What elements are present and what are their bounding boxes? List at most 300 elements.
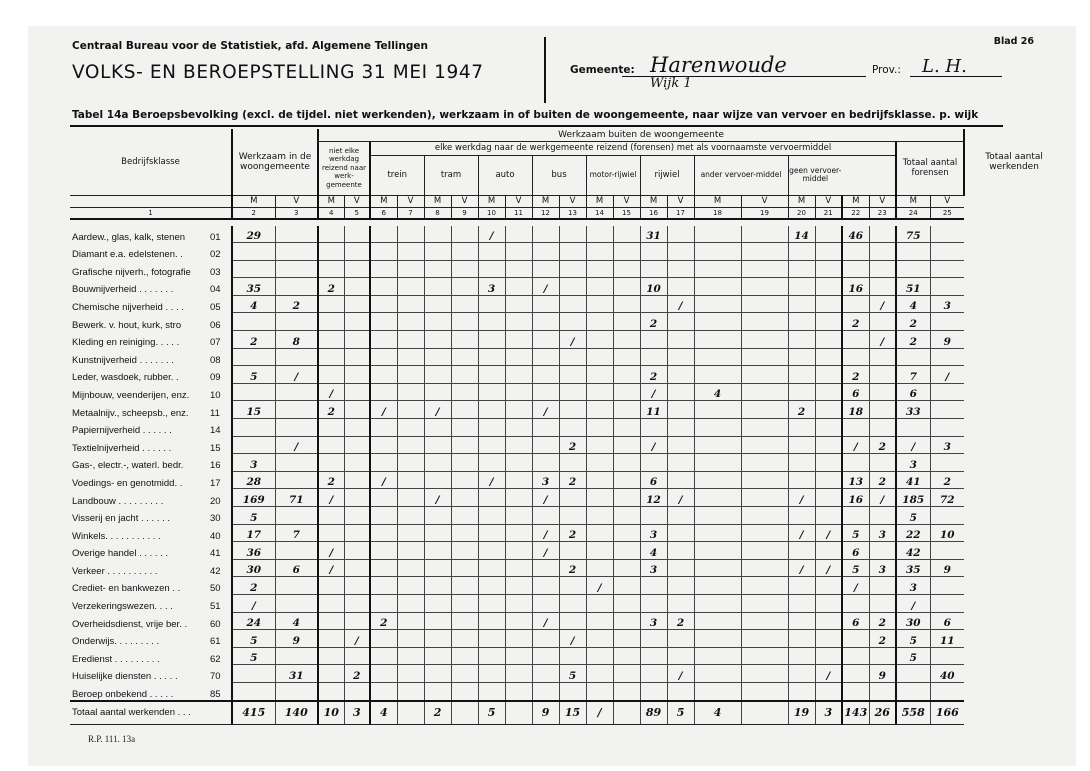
row-label: Verzekeringswezen. . . . <box>72 601 173 613</box>
row-label: Bewerk. v. hout, kurk, stro <box>72 319 182 331</box>
table-cell: / <box>275 366 318 384</box>
table-cell <box>532 226 559 243</box>
table-cell <box>318 313 344 331</box>
table-cell <box>397 243 424 261</box>
table-cell <box>232 682 275 700</box>
column-number: 19 <box>741 207 788 219</box>
table-cell <box>478 647 505 665</box>
table-cell: / <box>667 665 694 683</box>
table-cell <box>694 331 741 349</box>
table-cell: / <box>640 436 667 454</box>
table-cell <box>532 559 559 577</box>
mv-label: M <box>694 195 741 207</box>
row-code: 02 <box>210 249 221 261</box>
table-cell: 16 <box>842 489 869 507</box>
table-cell <box>275 507 318 525</box>
table-cell <box>741 647 788 665</box>
table-cell <box>930 348 964 366</box>
column-number: 20 <box>788 207 815 219</box>
table-cell <box>232 243 275 261</box>
table-cell <box>559 313 586 331</box>
table-cell: 12 <box>640 489 667 507</box>
table-cell <box>869 682 896 700</box>
table-cell <box>896 260 930 278</box>
table-cell <box>586 401 613 419</box>
table-cell: / <box>478 471 505 489</box>
table-cell <box>451 366 478 384</box>
table-cell <box>344 295 370 313</box>
table-cell: / <box>532 401 559 419</box>
table-cell: 169 <box>232 489 275 507</box>
table-cell <box>667 383 694 401</box>
table-cell <box>275 313 318 331</box>
row-label: Overheidsdienst, vrije ber. . <box>72 618 188 630</box>
table-cell <box>741 226 788 243</box>
column-number: 25 <box>930 207 964 219</box>
table-cell <box>559 419 586 437</box>
table-cell <box>505 331 532 349</box>
table-cell: / <box>318 542 344 560</box>
table-cell <box>478 331 505 349</box>
row-code: 62 <box>210 653 221 665</box>
table-cell: 42 <box>896 542 930 560</box>
table-cell <box>694 436 741 454</box>
table-row <box>70 243 1063 261</box>
total-cell: 5 <box>667 701 694 725</box>
table-cell: 9 <box>869 665 896 683</box>
table-cell <box>586 313 613 331</box>
col-tram: tram <box>424 155 478 195</box>
table-cell: 40 <box>930 665 964 683</box>
row-label: Crediet- en bankwezen . . <box>72 583 181 595</box>
table-cell <box>318 454 344 472</box>
table-cell <box>424 348 451 366</box>
table-row <box>70 226 1063 243</box>
table-cell <box>397 489 424 507</box>
table-cell <box>741 507 788 525</box>
table-cell <box>478 313 505 331</box>
table-cell <box>869 226 896 243</box>
table-cell <box>370 260 397 278</box>
total-cell: 15 <box>559 701 586 725</box>
table-cell <box>667 436 694 454</box>
table-cell <box>451 559 478 577</box>
table-cell: / <box>842 577 869 595</box>
table-cell <box>613 454 640 472</box>
table-cell <box>232 383 275 401</box>
row-code: 15 <box>210 442 221 454</box>
table-cell <box>505 647 532 665</box>
table-cell: / <box>930 366 964 384</box>
table-cell <box>842 454 869 472</box>
table-cell <box>896 682 930 700</box>
table-cell <box>424 542 451 560</box>
table-cell <box>815 454 842 472</box>
mv-label: M <box>318 195 344 207</box>
mv-label: M <box>424 195 451 207</box>
table-cell <box>559 647 586 665</box>
row-label: Metaalnijv., scheepsb., enz. <box>72 407 189 419</box>
table-cell <box>586 559 613 577</box>
table-cell <box>741 278 788 296</box>
table-cell <box>788 682 815 700</box>
mv-label: V <box>667 195 694 207</box>
column-number: 12 <box>532 207 559 219</box>
table-cell <box>505 577 532 595</box>
table-cell <box>478 594 505 612</box>
table-cell <box>370 524 397 542</box>
table-cell <box>318 243 344 261</box>
table-cell <box>896 348 930 366</box>
table-cell <box>613 278 640 296</box>
table-cell <box>613 630 640 648</box>
table-cell <box>451 577 478 595</box>
total-cell: 2 <box>424 701 451 725</box>
table-row <box>70 507 1063 525</box>
table-cell <box>586 436 613 454</box>
table-cell: 7 <box>896 366 930 384</box>
table-cell <box>788 348 815 366</box>
row-label: Leder, wasdoek, rubber. . <box>72 372 179 384</box>
table-cell: 2 <box>232 331 275 349</box>
table-cell <box>586 278 613 296</box>
form-title: VOLKS- EN BEROEPSTELLING 31 MEI 1947 <box>72 62 484 83</box>
table-cell <box>370 665 397 683</box>
col-motorrijwiel: motor-rijwiel <box>586 155 640 195</box>
table-cell <box>694 366 741 384</box>
col-elke-werkdag: elke werkdag naar de werkgemeente reizend (forensen) met als voornaamste vervoermiddel <box>370 141 896 155</box>
table-cell <box>424 226 451 243</box>
table-cell <box>930 594 964 612</box>
table-cell <box>741 313 788 331</box>
total-cell: 4 <box>370 701 397 725</box>
table-cell <box>424 471 451 489</box>
table-cell: / <box>318 383 344 401</box>
table-cell <box>344 401 370 419</box>
table-cell <box>532 436 559 454</box>
table-cell <box>815 594 842 612</box>
table-cell <box>397 612 424 630</box>
column-number: 21 <box>815 207 842 219</box>
table-cell <box>505 278 532 296</box>
table-cell <box>532 682 559 700</box>
table-cell: / <box>815 524 842 542</box>
table-cell <box>344 348 370 366</box>
mv-label: V <box>869 195 896 207</box>
table-cell <box>640 348 667 366</box>
spacer-row <box>70 219 1063 226</box>
table-cell <box>815 419 842 437</box>
table-cell: / <box>370 471 397 489</box>
table-cell <box>869 260 896 278</box>
table-cell <box>275 383 318 401</box>
table-row <box>70 278 1063 296</box>
table-cell <box>275 419 318 437</box>
total-label: Totaal aantal werkenden . . . <box>70 701 232 725</box>
table-cell <box>869 647 896 665</box>
table-cell <box>424 295 451 313</box>
table-cell <box>275 278 318 296</box>
table-cell <box>741 594 788 612</box>
table-cell <box>586 665 613 683</box>
table-cell <box>478 542 505 560</box>
table-cell <box>694 682 741 700</box>
total-row <box>70 701 1063 725</box>
table-cell <box>370 313 397 331</box>
mv-label: V <box>741 195 788 207</box>
table-cell <box>741 630 788 648</box>
table-cell <box>318 348 344 366</box>
table-cell <box>586 630 613 648</box>
table-cell <box>451 260 478 278</box>
table-cell <box>478 243 505 261</box>
table-cell: 2 <box>869 630 896 648</box>
table-cell <box>505 594 532 612</box>
table-cell <box>505 454 532 472</box>
table-cell <box>694 226 741 243</box>
total-cell <box>613 701 640 725</box>
table-cell <box>586 542 613 560</box>
table-cell <box>344 383 370 401</box>
table-cell: / <box>478 226 505 243</box>
total-cell: 143 <box>842 701 869 725</box>
table-cell <box>930 226 964 243</box>
header-divider <box>544 37 546 103</box>
table-cell: 15 <box>232 401 275 419</box>
column-number: 13 <box>559 207 586 219</box>
table-cell <box>815 295 842 313</box>
table-row <box>70 630 1063 648</box>
table-cell <box>842 665 869 683</box>
table-cell <box>451 682 478 700</box>
row-code: 01 <box>210 231 221 243</box>
table-cell <box>451 331 478 349</box>
table-cell: / <box>896 436 930 454</box>
table-cell: / <box>344 630 370 648</box>
table-cell <box>694 295 741 313</box>
table-cell <box>532 507 559 525</box>
table-cell <box>370 577 397 595</box>
table-cell <box>318 507 344 525</box>
table-caption: Tabel 14a Beroepsbevolking (excl. de tijdel. niet werkenden), werkzaam in of buiten de woongemeente, naar wijze van vervoer en bedrijfsklasse. p. wijk <box>72 109 979 121</box>
table-cell: 3 <box>896 454 930 472</box>
table-cell <box>505 313 532 331</box>
total-cell: 89 <box>640 701 667 725</box>
table-cell: / <box>318 559 344 577</box>
table-cell <box>397 260 424 278</box>
table-cell <box>815 647 842 665</box>
table-row <box>70 436 1063 454</box>
table-cell: / <box>532 612 559 630</box>
table-cell <box>344 366 370 384</box>
table-cell <box>559 295 586 313</box>
table-cell <box>397 454 424 472</box>
table-cell: 2 <box>275 295 318 313</box>
table-cell <box>640 331 667 349</box>
table-cell <box>586 489 613 507</box>
table-cell <box>640 682 667 700</box>
table-cell <box>788 295 815 313</box>
form-code: R.P. 111. 13a <box>88 734 136 744</box>
table-cell <box>275 471 318 489</box>
table-cell: 41 <box>896 471 930 489</box>
table-cell <box>532 665 559 683</box>
row-code: 14 <box>210 425 221 437</box>
table-row <box>70 471 1063 489</box>
row-label: Mijnbouw, veenderijen, enz. <box>72 389 190 401</box>
table-cell: 2 <box>559 436 586 454</box>
total-cell <box>505 701 532 725</box>
table-row <box>70 419 1063 437</box>
table-cell <box>586 260 613 278</box>
table-cell: 5 <box>232 630 275 648</box>
table-cell <box>451 507 478 525</box>
table-cell <box>424 278 451 296</box>
table-cell <box>741 419 788 437</box>
total-cell: 415 <box>232 701 275 725</box>
table-cell <box>451 524 478 542</box>
table-cell <box>667 331 694 349</box>
table-cell: 14 <box>788 226 815 243</box>
table-cell <box>559 454 586 472</box>
table-cell: 2 <box>318 401 344 419</box>
table-cell <box>370 594 397 612</box>
table-cell <box>694 665 741 683</box>
row-label: Beroep onbekend . . . . . <box>72 688 174 700</box>
table-cell <box>640 295 667 313</box>
row-code: 50 <box>210 583 221 595</box>
row-label: Bouwnijverheid . . . . . . . <box>72 284 174 296</box>
table-cell: 18 <box>842 401 869 419</box>
table-cell <box>667 630 694 648</box>
table-cell <box>613 577 640 595</box>
mv-label: M <box>586 195 613 207</box>
table-cell <box>559 366 586 384</box>
table-cell <box>694 278 741 296</box>
table-cell <box>667 577 694 595</box>
table-cell <box>667 243 694 261</box>
table-cell <box>318 594 344 612</box>
table-cell <box>505 559 532 577</box>
table-cell: / <box>640 383 667 401</box>
row-label: Aardew., glas, kalk, stenen <box>72 231 186 243</box>
mv-label: V <box>397 195 424 207</box>
table-cell <box>344 260 370 278</box>
column-number: 14 <box>586 207 613 219</box>
table-cell <box>613 542 640 560</box>
table-cell <box>478 665 505 683</box>
table-row <box>70 612 1063 630</box>
table-cell <box>424 260 451 278</box>
table-cell: / <box>815 665 842 683</box>
table-cell <box>451 313 478 331</box>
table-cell: 75 <box>896 226 930 243</box>
row-label: Chemische nijverheid . . . . <box>72 301 184 313</box>
total-cell: 19 <box>788 701 815 725</box>
table-cell <box>842 331 869 349</box>
table-cell: 4 <box>896 295 930 313</box>
table-cell <box>532 419 559 437</box>
gemeente-value: Harenwoude <box>650 53 787 77</box>
table-cell <box>424 630 451 648</box>
total-cell <box>741 701 788 725</box>
table-cell <box>318 682 344 700</box>
table-cell: / <box>869 295 896 313</box>
table-cell <box>344 471 370 489</box>
table-cell: 2 <box>667 612 694 630</box>
table-cell <box>869 278 896 296</box>
table-cell <box>586 383 613 401</box>
table-cell <box>318 295 344 313</box>
table-cell: / <box>869 489 896 507</box>
table-cell <box>344 682 370 700</box>
row-label: Gas-, electr.-, waterl. bedr. <box>72 460 184 472</box>
table-cell <box>788 260 815 278</box>
table-cell <box>559 226 586 243</box>
table-cell <box>275 647 318 665</box>
table-cell: / <box>318 489 344 507</box>
table-cell <box>842 647 869 665</box>
table-cell <box>505 524 532 542</box>
table-cell <box>930 313 964 331</box>
row-code: 06 <box>210 319 221 331</box>
mv-label: M <box>370 195 397 207</box>
col-werkzaam-in: Werkzaam in de woongemeente <box>232 129 318 195</box>
table-cell <box>613 647 640 665</box>
row-code: 17 <box>210 477 221 489</box>
table-cell <box>842 507 869 525</box>
table-cell <box>815 577 842 595</box>
row-code: 51 <box>210 601 221 613</box>
table-cell <box>815 383 842 401</box>
table-cell <box>344 507 370 525</box>
table-cell <box>370 436 397 454</box>
table-cell: 5 <box>896 507 930 525</box>
row-code: 60 <box>210 618 221 630</box>
table-cell: 2 <box>559 559 586 577</box>
table-cell <box>613 524 640 542</box>
col-bedrijfsklasse: Bedrijfsklasse <box>121 156 180 167</box>
table-row <box>70 647 1063 665</box>
row-code: 07 <box>210 337 221 349</box>
table-cell <box>397 577 424 595</box>
table-cell <box>559 278 586 296</box>
table-cell <box>505 471 532 489</box>
table-cell: 10 <box>930 524 964 542</box>
table-cell <box>586 295 613 313</box>
table-cell: 2 <box>559 524 586 542</box>
table-cell <box>586 454 613 472</box>
table-cell <box>640 630 667 648</box>
table-cell <box>232 260 275 278</box>
table-cell <box>869 577 896 595</box>
table-cell <box>613 682 640 700</box>
table-cell <box>318 419 344 437</box>
column-number: 23 <box>869 207 896 219</box>
table-cell <box>694 471 741 489</box>
table-cell <box>930 419 964 437</box>
table-cell <box>869 313 896 331</box>
table-cell: 2 <box>640 313 667 331</box>
table-cell <box>869 348 896 366</box>
table-cell <box>344 226 370 243</box>
table-cell <box>397 471 424 489</box>
table-cell <box>478 436 505 454</box>
table-cell <box>397 295 424 313</box>
table-cell <box>370 507 397 525</box>
row-label: Eredienst . . . . . . . . . <box>72 653 160 665</box>
table-cell <box>788 612 815 630</box>
